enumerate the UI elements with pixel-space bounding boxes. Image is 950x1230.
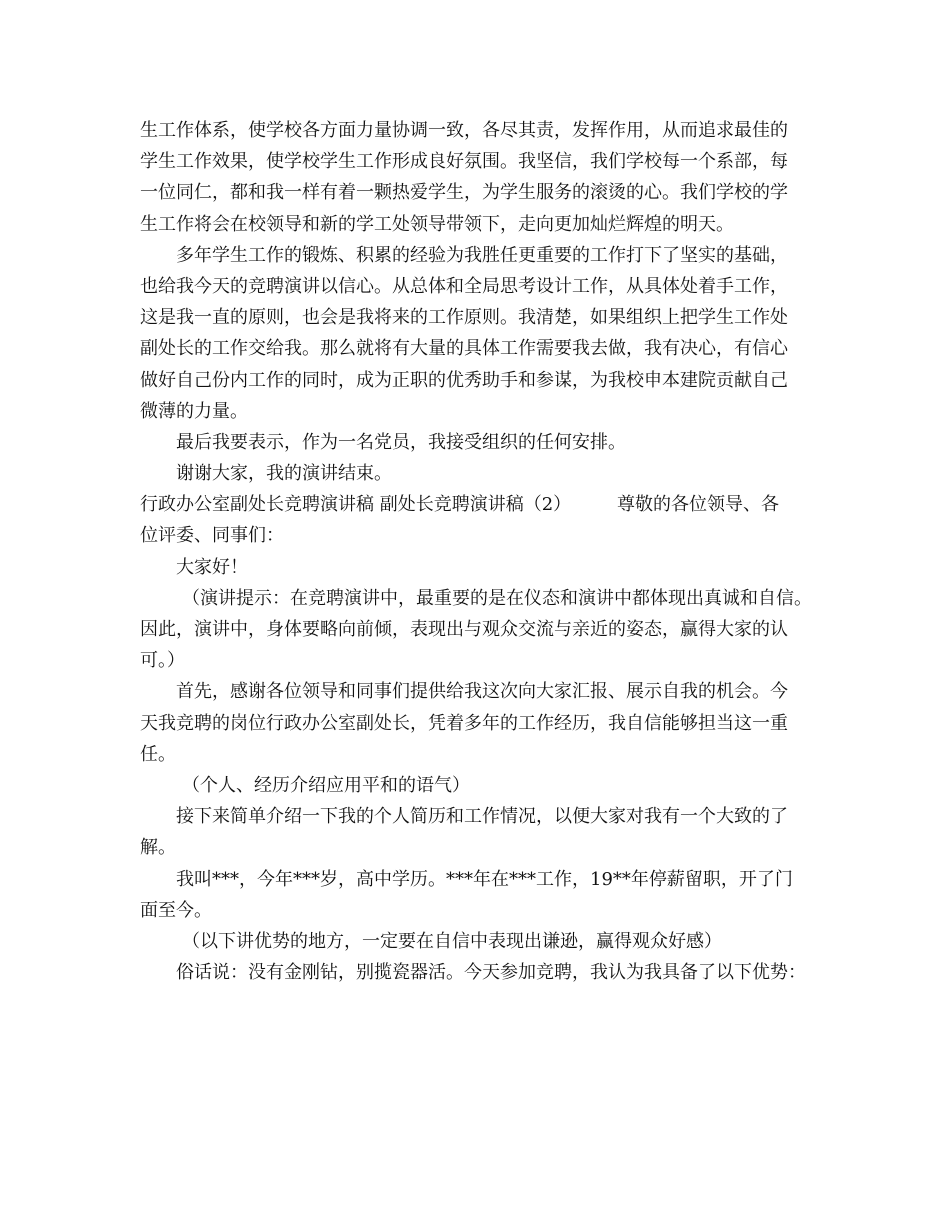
paragraph-start-line: 最后我要表示，作为一名党员，我接受组织的任何安排。 <box>176 431 626 453</box>
text-line: 解。 <box>140 837 176 859</box>
text-line: 微薄的力量。 <box>140 400 248 422</box>
text-line: 生工作将会在校领导和新的学工处领导带领下，走向更加灿烂辉煌的明天。 <box>140 213 734 235</box>
text-line: 可。） <box>140 650 185 672</box>
text-line: 一位同仁，都和我一样有着一颗热爱学生，为学生服务的滚烫的心。我们学校的学 <box>140 182 788 204</box>
tip-line: （个人、经历介绍应用平和的语气） <box>182 774 470 796</box>
text-line: 因此，演讲中，身体要略向前倾，表现出与观众交流与亲近的姿态，赢得大家的认 <box>140 619 788 640</box>
document-body <box>140 115 825 988</box>
text-line: 也给我今天的竞聘演讲以信心。从总体和全局思考设计工作，从具体处着手工作， <box>140 275 788 297</box>
text-line: 生工作体系，使学校各方面力量协调一致，各尽其责，发挥作用，从而追求最佳的 <box>140 120 788 141</box>
paragraph-start-line: 首先，感谢各位领导和同事们提供给我这次向大家汇报、展示自我的机会。今 <box>176 681 788 703</box>
text-line: 学生工作效果，使学校学生工作形成良好氛围。我坚信，我们学校每一个系部，每 <box>140 151 788 173</box>
paragraph-start-line: 我叫***，今年***岁，高中学历。***年在***工作，19**年停薪留职，开了门 <box>176 868 793 890</box>
tip-line: （演讲提示：在竞聘演讲中，最重要的是在仪态和演讲中都体现出真诚和自信。 <box>182 587 812 609</box>
tip-line: （以下讲优势的地方，一定要在自信中表现出谦逊，赢得观众好感） <box>182 930 722 952</box>
greeting-line: 大家好！ <box>176 556 248 578</box>
text-line: 副处长的工作交给我。那么就将有大量的具体工作需要我去做，我有决心，有信心 <box>140 338 788 360</box>
text-line: 位评委、同事们： <box>140 525 284 547</box>
text-line: 做好自己份内工作的同时，成为正职的优秀助手和参谋，为我校申本建院贡献自己 <box>140 369 788 391</box>
paragraph-start-line: 多年学生工作的锻炼、积累的经验为我胜任更重要的工作打下了坚实的基础， <box>176 244 788 266</box>
text-line: 这是我一直的原则，也会是我将来的工作原则。我清楚，如果组织上把学生工作处 <box>140 307 788 329</box>
paragraph-start-line: 俗话说：没有金刚钻，别揽瓷器活。今天参加竞聘，我认为我具备了以下优势： <box>176 962 806 984</box>
text-line: 天我竞聘的岗位行政办公室副处长，凭着多年的工作经历，我自信能够担当这一重 <box>140 712 788 734</box>
section-title-line: 行政办公室副处长竞聘演讲稿 副处长竞聘演讲稿（2） 尊敬的各位领导、各 <box>140 494 779 516</box>
paragraph-start-line: 接下来简单介绍一下我的个人简历和工作情况，以便大家对我有一个大致的了 <box>176 806 788 828</box>
text-line: 面至今。 <box>140 899 212 921</box>
closing-line: 谢谢大家，我的演讲结束。 <box>176 463 392 485</box>
text-line: 任。 <box>140 743 176 765</box>
